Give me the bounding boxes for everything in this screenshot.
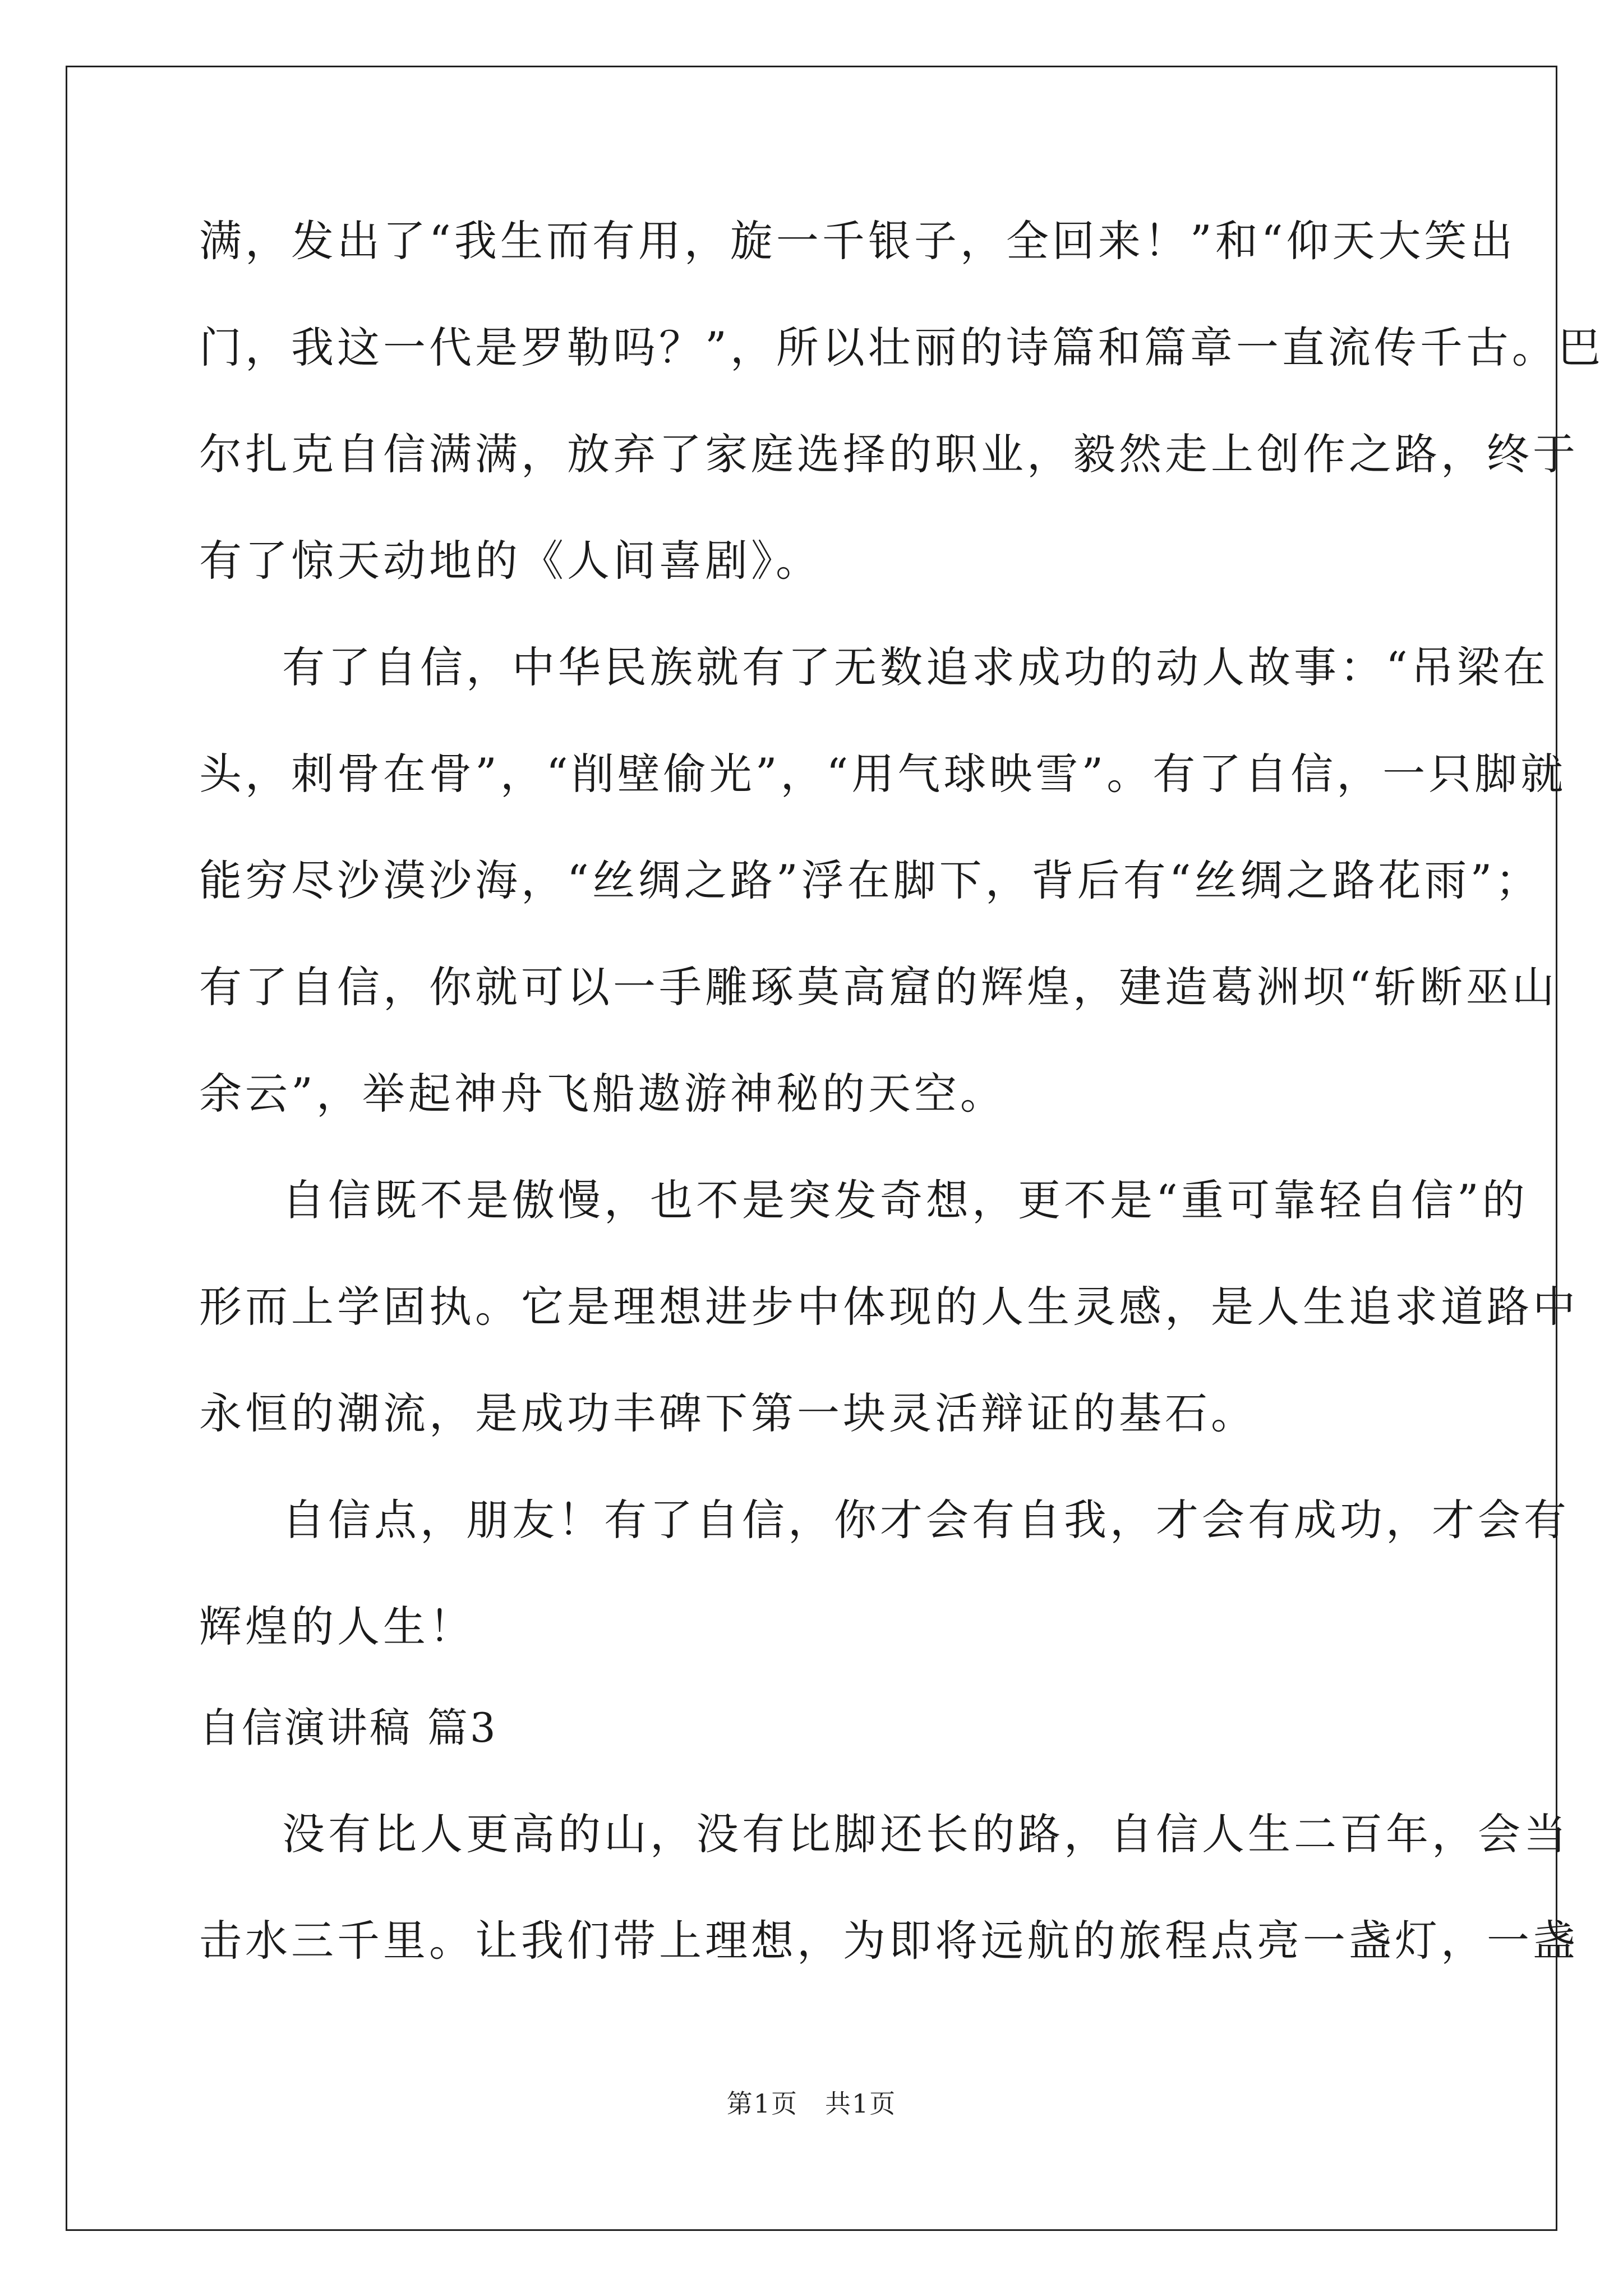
paragraph-5-line-1: 没有比人更高的山，没有比脚还长的路，自信人生二百年，会当 — [282, 1809, 1570, 1859]
paragraph-3-line-3: 永恒的潮流，是成功丰碑下第一块灵活辩证的基石。 — [199, 1388, 1257, 1438]
paragraph-1-line-1: 满，发出了“我生而有用，旋一千银子，全回来！”和“仰天大笑出 — [199, 216, 1516, 266]
paragraph-3-line-1: 自信既不是傲慢，也不是突发奇想，更不是“重可靠轻自信”的 — [282, 1175, 1528, 1225]
paragraph-4-line-2: 辉煌的人生！ — [199, 1602, 475, 1651]
paragraph-2-line-4: 有了自信，你就可以一手雕琢莫高窟的辉煌，建造葛洲坝“斩断巫山 — [199, 962, 1558, 1012]
paragraph-2-line-1: 有了自信，中华民族就有了无数追求成功的动人故事：“吊梁在 — [282, 642, 1549, 692]
page-footer: 第1页 共1页 — [726, 2088, 897, 2119]
paragraph-5-line-2: 击水三千里。让我们带上理想，为即将远航的旅程点亮一盏灯，一盏 — [199, 1916, 1579, 1966]
page-border — [66, 66, 1557, 2231]
paragraph-2-line-3: 能穷尽沙漠沙海，“丝绸之路”浮在脚下，背后有“丝绸之路花雨”； — [199, 855, 1542, 905]
paragraph-2-line-5: 余云”，举起神舟飞船遨游神秘的天空。 — [199, 1069, 1006, 1119]
section-heading: 自信演讲稿 篇3 — [199, 1704, 498, 1751]
paragraph-1-line-2: 门，我这一代是罗勒吗？”，所以壮丽的诗篇和篇章一直流传千古。巴 — [199, 323, 1604, 372]
paragraph-3-line-2: 形而上学固执。它是理想进步中体现的人生灵感，是人生追求道路中 — [199, 1282, 1579, 1332]
paragraph-1-line-3: 尔扎克自信满满，放弃了家庭选择的职业，毅然走上创作之路，终于 — [199, 429, 1579, 479]
paragraph-4-line-1: 自信点，朋友！有了自信，你才会有自我，才会有成功，才会有 — [282, 1495, 1570, 1545]
paragraph-1-line-4: 有了惊天动地的《人间喜剧》。 — [199, 536, 822, 586]
paragraph-2-line-2: 头，刺骨在骨”，“削壁偷光”，“用气球映雪”。有了自信，一只脚就 — [199, 749, 1567, 799]
